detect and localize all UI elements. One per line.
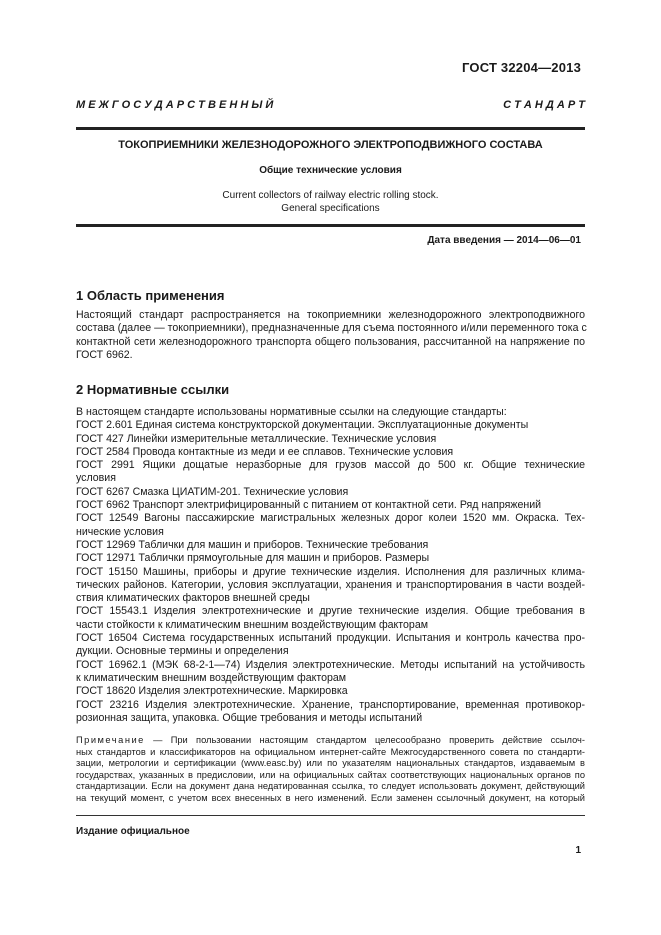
reference-item: ГОСТ 23216 Изделия электротехнические. Хранение, транспортирование, временная противокор- [76,698,585,711]
note-line: стандартизации. Если на документ дана недатированная ссылка, то следует использовать документ, действующий [76,781,585,792]
note-line: ных стандартов и классификаторов на официальном интернет-сайте Межгосударственного совета по стандарти- [76,746,585,757]
reference-item: ГОСТ 16962.1 (МЭК 68-2-1—74) Изделия электротехнические. Методы испытаний на устойчивость [76,658,585,671]
note-line: зации, метрологии и сертификации (www.easc.by) или по указателям национальных стандартов, издаваемым в [76,758,585,769]
standard-type-banner [76,99,585,111]
note-text: — При пользовании настоящим стандартом целесообразно проверить действие ссылоч- [144,735,585,745]
title-rule [76,224,585,227]
section-1-body [76,309,585,362]
introduction-date: Дата введения — 2014—06—01 [427,235,581,246]
reference-item: ГОСТ 15150 Машины, приборы и другие технические изделия. Исполнения для различных клима- [76,565,585,578]
reference-item: ГОСТ 12969 Таблички для машин и приборов. Технические требования [76,538,429,551]
text-line: состава (далее — токоприемники), предназначенные для съема постоянного и/или переменного тока с [76,322,587,335]
note-line: на текущий момент, с учетом всех внесенных в него изменений. Если заменен ссылочный документ, на который [76,792,585,803]
reference-continuation: условия [76,472,116,485]
reference-continuation: ствия климатических факторов внешней среды [76,592,310,605]
header-rule [76,127,585,130]
reference-continuation: к климатическим внешним воздействующим факторам [76,671,347,684]
text-line: Настоящий стандарт распространяется на токоприемники железнодорожного электроподвижного [76,309,585,321]
reference-item: ГОСТ 15543.1 Изделия электротехнические и другие технические изделия. Общие требования в [76,605,585,618]
reference-item: ГОСТ 12549 Вагоны пассажирские магистральных железных дорог колеи 1520 мм. Окраска. Тех- [76,512,585,525]
document-title: ТОКОПРИЕМНИКИ ЖЕЛЕЗНОДОРОЖНОГО ЭЛЕКТРОПОДВИЖНОГО СОСТАВА [118,139,543,151]
text-line: контактной сети железнодорожного транспорта общего пользования, рассчитанной на напряжение по [76,335,585,348]
reference-item: ГОСТ 2991 Ящики дощатые неразборные для грузов массой до 500 кг. Общие технические [76,459,585,472]
footer-rule [76,815,585,816]
section-2-heading: 2 Нормативные ссылки [76,382,230,397]
section-2-body [76,406,585,725]
note-first-line [76,735,585,747]
page-number: 1 [575,845,581,856]
reference-item: ГОСТ 6962 Транспорт электрифицированный с питанием от контактной сети. Ряд напряжений [76,499,542,512]
text-line: ГОСТ 6962. [76,348,133,361]
document-subtitle: Общие технические условия [259,165,402,176]
text-line: В настоящем стандарте использованы нормативные ссылки на следующие стандарты: [76,406,507,418]
reference-continuation: тических районов. Категории, условия эксплуатации, хранения и транспортирования в части воздей- [76,578,585,591]
reference-item: ГОСТ 12971 Таблички прямоугольные для машин и приборов. Размеры [76,552,430,565]
note-label: Примечание [76,735,145,745]
reference-item: ГОСТ 18620 Изделия электротехнические. Маркировка [76,685,348,698]
reference-continuation: розионная защита, упаковка. Общие требования и методы испытаний [76,711,423,724]
official-edition-label: Издание официальное [76,826,190,837]
reference-continuation: нические условия [76,525,164,538]
english-title-line-2: General specifications [281,203,380,214]
reference-continuation: дукции. Основные термины и определения [76,645,289,658]
banner-word-interstate: М Е Ж Г О С У Д А Р С Т В Е Н Н Ы Й [76,99,274,111]
reference-item: ГОСТ 6267 Смазка ЦИАТИМ-201. Технические условия [76,485,349,498]
note-block [76,735,585,805]
section-1-heading: 1 Область применения [76,288,225,303]
reference-item: ГОСТ 427 Линейки измерительные металлические. Технические условия [76,432,437,445]
reference-item: ГОСТ 16504 Система государственных испытаний продукции. Испытания и контроль качества про- [76,632,585,645]
english-title-line-1: Current collectors of railway electric rolling stock. [222,190,439,201]
reference-item: ГОСТ 2.601 Единая система конструкторской документации. Эксплуатационные документы [76,419,529,432]
reference-continuation: части стойкости к климатическим внешним воздействующим факторам [76,618,429,631]
note-line: государствах, указанных в предисловии, или на официальных сайтах соответствующих национальных органов по [76,769,585,780]
reference-item: ГОСТ 2584 Провода контактные из меди и ее сплавов. Технические условия [76,445,454,458]
banner-word-standard: С Т А Н Д А Р Т [503,99,585,111]
document-number: ГОСТ 32204—2013 [462,60,581,75]
